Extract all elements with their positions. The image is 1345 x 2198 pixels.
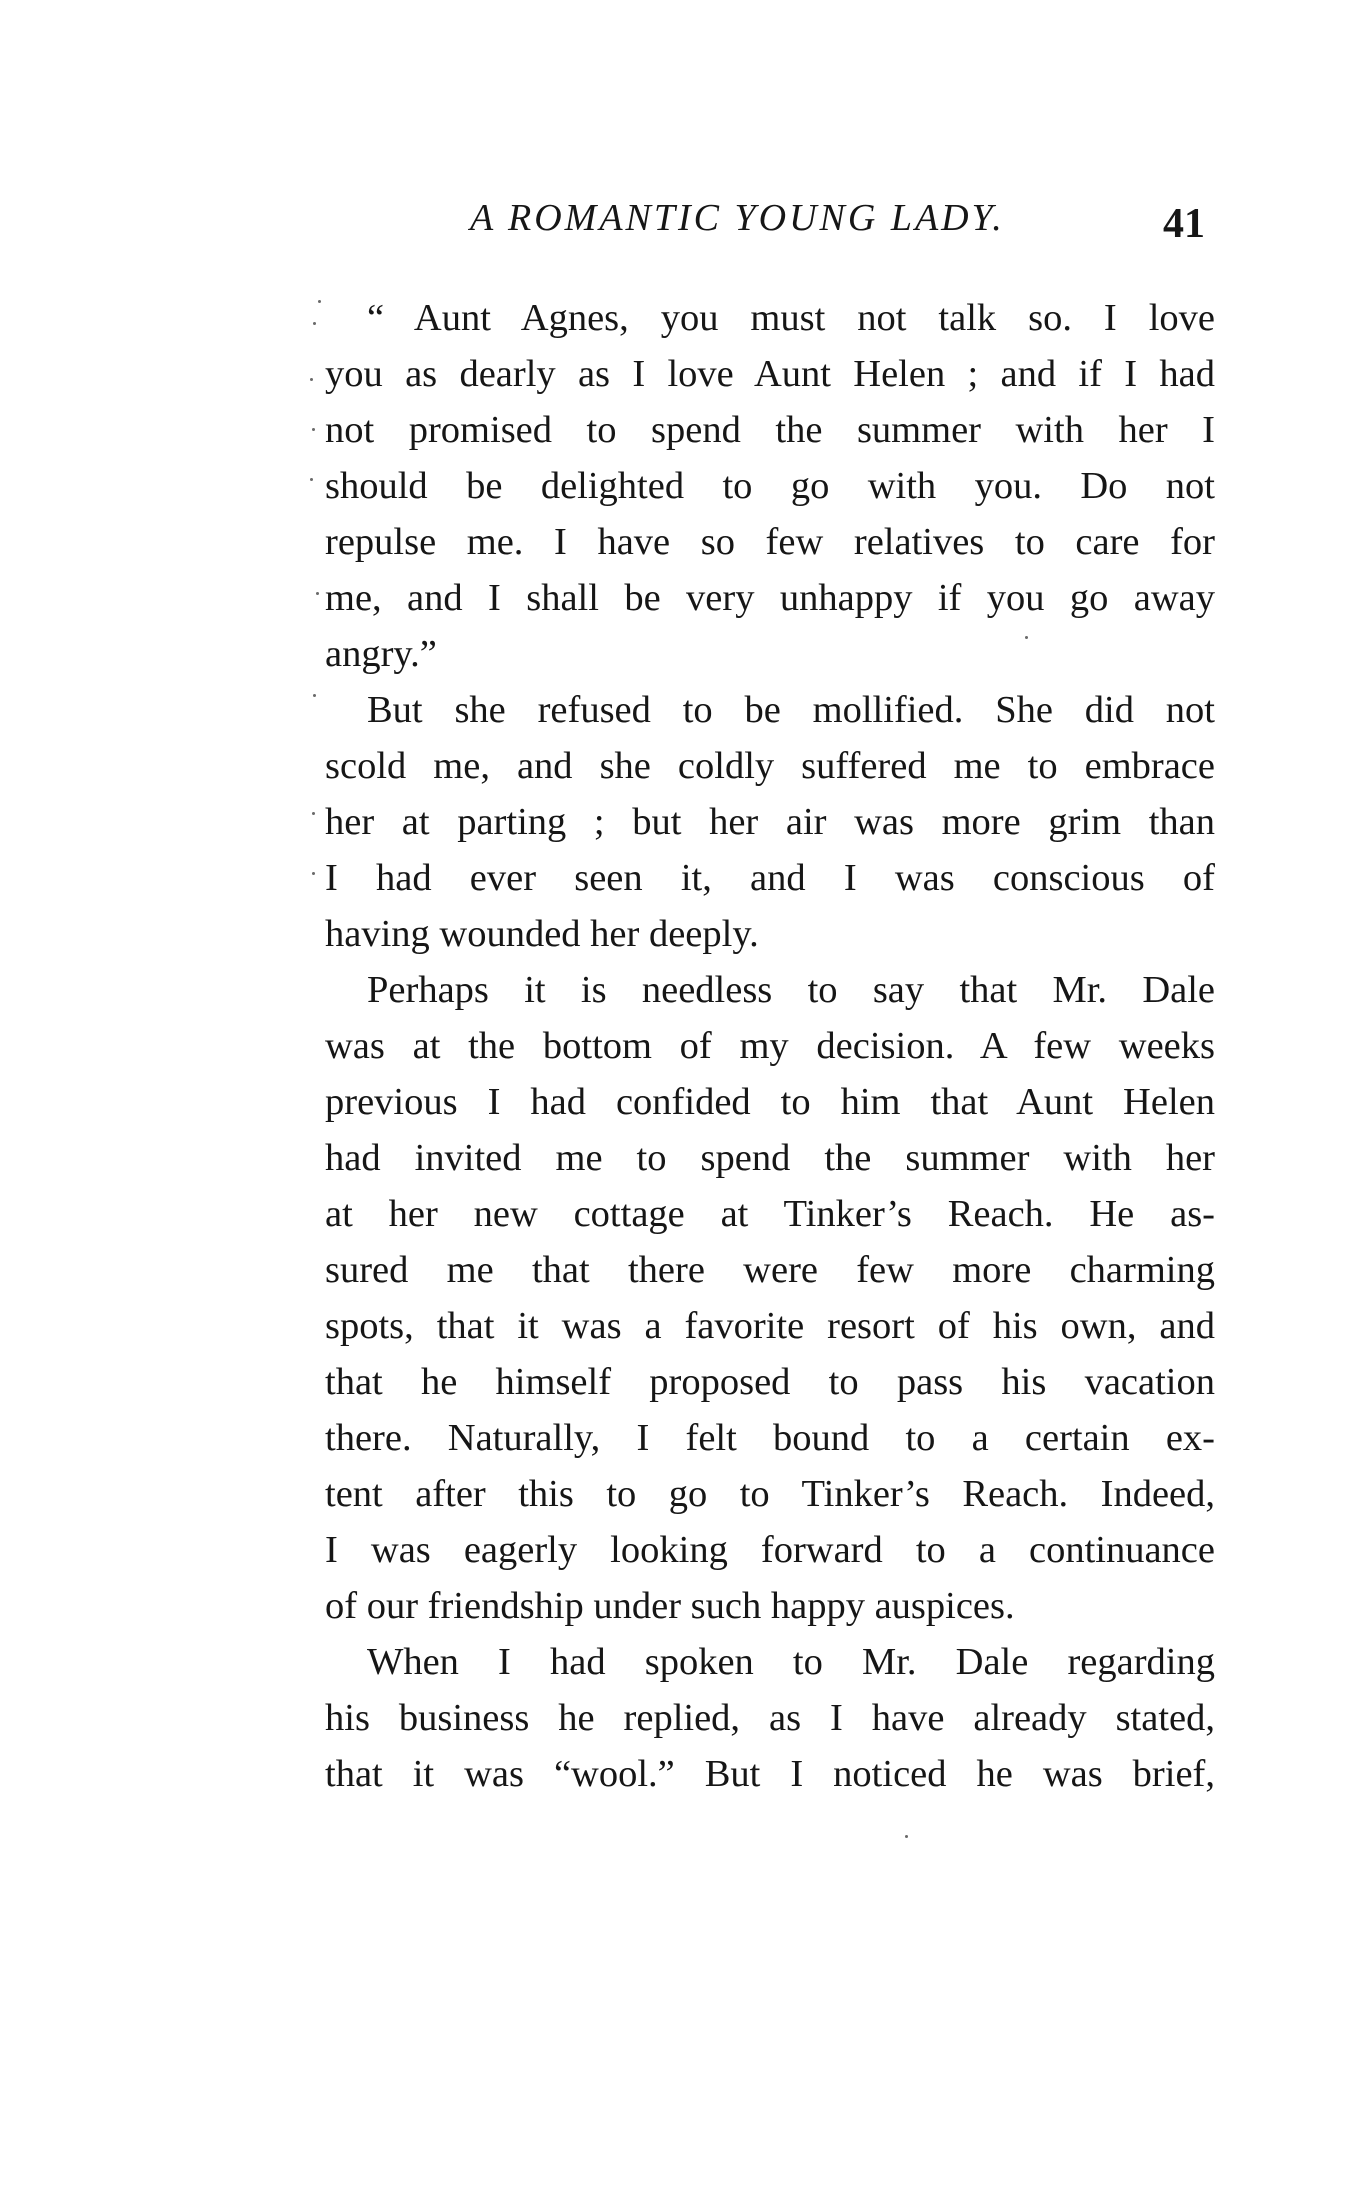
scan-speck — [316, 592, 319, 595]
text-line: should be delighted to go with you. Do not — [325, 465, 1215, 507]
text-line: there. Naturally, I felt bound to a certain ex- — [325, 1417, 1215, 1459]
text-line: angry.” — [325, 633, 437, 675]
text-line: his business he replied, as I have already stated, — [325, 1697, 1215, 1739]
text-line: “ Aunt Agnes, you must not talk so. I love — [367, 297, 1215, 339]
text-line: I had ever seen it, and I was conscious of — [325, 857, 1215, 899]
running-title: A ROMANTIC YOUNG LADY. — [470, 197, 1005, 239]
text-line: I was eagerly looking forward to a continuance — [325, 1529, 1215, 1571]
text-line: scold me, and she coldly suffered me to embrace — [325, 745, 1215, 787]
text-line: that he himself proposed to pass his vacation — [325, 1361, 1215, 1403]
text-line: of our friendship under such happy auspices. — [325, 1585, 1015, 1627]
text-line: you as dearly as I love Aunt Helen ; and if I had — [325, 353, 1215, 395]
text-line: me, and I shall be very unhappy if you go away — [325, 577, 1215, 619]
text-line: previous I had confided to him that Aunt Helen — [325, 1081, 1215, 1123]
text-line: was at the bottom of my decision. A few weeks — [325, 1025, 1215, 1067]
scan-speck — [318, 300, 321, 303]
scan-speck — [312, 428, 315, 431]
text-line: not promised to spend the summer with her I — [325, 409, 1215, 451]
scan-speck — [312, 872, 315, 875]
text-line: had invited me to spend the summer with her — [325, 1137, 1215, 1179]
page-number: 41 — [1163, 201, 1205, 247]
text-line: But she refused to be mollified. She did not — [367, 689, 1215, 731]
text-line: sured me that there were few more charming — [325, 1249, 1215, 1291]
scan-speck — [310, 378, 313, 381]
scan-speck — [1025, 636, 1028, 639]
text-line: her at parting ; but her air was more grim than — [325, 801, 1215, 843]
text-line: Perhaps it is needless to say that Mr. Dale — [367, 969, 1215, 1011]
scan-speck — [905, 1835, 908, 1838]
scan-speck — [313, 694, 316, 697]
text-line: that it was “wool.” But I noticed he was brief, — [325, 1753, 1215, 1795]
scan-speck — [310, 478, 313, 481]
text-line: When I had spoken to Mr. Dale regarding — [367, 1641, 1215, 1683]
text-line: repulse me. I have so few relatives to care for — [325, 521, 1215, 563]
scan-speck — [313, 322, 316, 325]
body-text — [325, 290, 1215, 1802]
scan-speck — [312, 812, 315, 815]
text-line: having wounded her deeply. — [325, 913, 759, 955]
text-line: spots, that it was a favorite resort of his own, and — [325, 1305, 1215, 1347]
text-line: tent after this to go to Tinker’s Reach. Indeed, — [325, 1473, 1215, 1515]
text-line: at her new cottage at Tinker’s Reach. He as- — [325, 1193, 1215, 1235]
